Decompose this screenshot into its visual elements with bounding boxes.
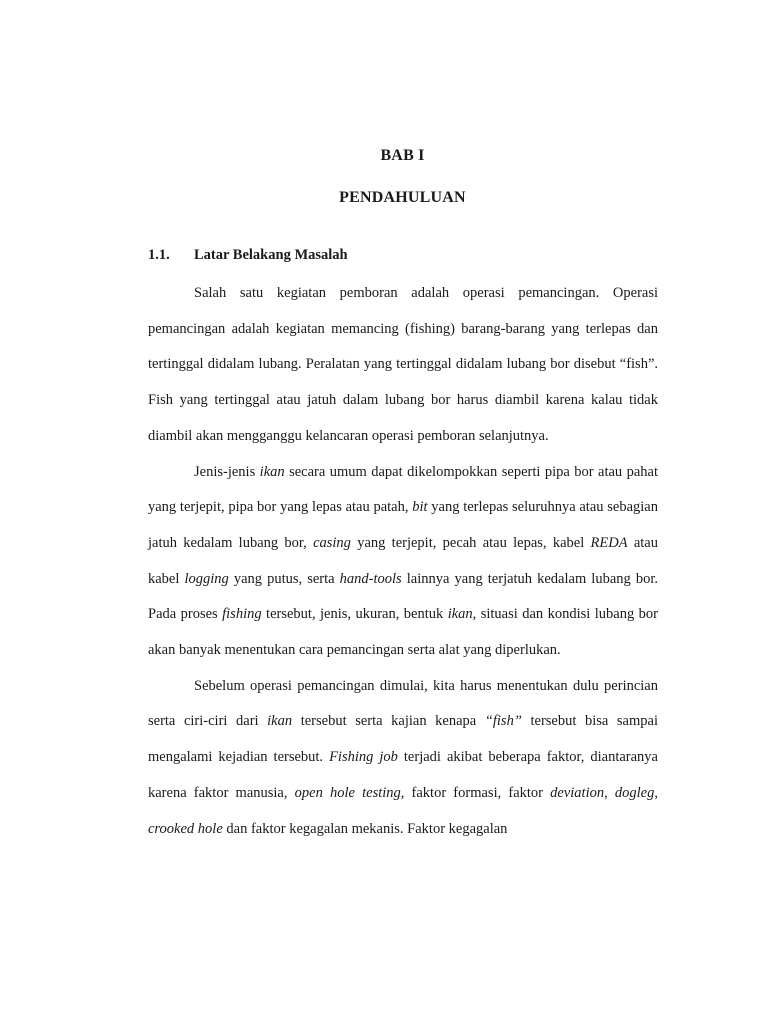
chapter-title: PENDAHULUAN	[339, 189, 466, 206]
italic-term: dogleg	[614, 784, 655, 801]
text-run: tersebut, jenis, ukuran, bentuk	[261, 606, 448, 623]
text-run: lainnya yang terjatuh kedalam lubang bor. Pada proses	[148, 570, 658, 623]
italic-term: REDA	[590, 534, 628, 551]
text-run: , faktor formasi, faktor	[400, 784, 551, 801]
italic-term: Fishing job	[329, 749, 398, 766]
text-run: tersebut serta kajian kenapa	[292, 713, 485, 730]
paragraph	[148, 455, 658, 669]
italic-term: open hole testing	[294, 784, 401, 801]
italic-term: “fish”	[484, 713, 522, 730]
italic-term: bit	[412, 499, 428, 516]
italic-term: ikan	[267, 713, 293, 730]
italic-term: casing	[313, 534, 351, 551]
chapter-label: BAB I	[380, 147, 425, 164]
text-run: tersebut bisa sampai mengalami kejadian tersebut.	[148, 713, 658, 766]
text-run: Jenis-jenis	[194, 463, 260, 480]
text-run: terjadi akibat beberapa faktor, diantaranya karena faktor manusia,	[148, 749, 658, 801]
italic-term: hand-tools	[339, 570, 402, 587]
text-run: Sebelum operasi pemancingan dimulai, kita harus menentukan dulu perincian serta ciri-ciri dari	[148, 677, 658, 730]
section-heading	[148, 247, 348, 264]
text-run: ,	[604, 784, 615, 801]
text-run: ,	[654, 784, 658, 801]
italic-term: ikan	[259, 463, 285, 480]
text-run: yang putus, serta	[228, 570, 340, 587]
italic-term: crooked hole	[148, 820, 223, 837]
body-text	[148, 276, 658, 847]
text-run: secara umum dapat dikelompokkan seperti pipa bor atau pahat yang terjepit, pipa bor yang lepas atau patah,	[148, 463, 659, 516]
text-run: Salah satu kegiatan pemboran adalah operasi pemancingan. Operasi pemancingan adalah kegiatan memancing (fishing) barang-barang yang terlepas dan tertinggal didalam lubang. Peralatan yang tertinggal didalam lubang bor disebut “fish”. Fish yang tertinggal atau jatuh dalam lubang bor harus diambil karena kalau tidak diambil akan mengganggu kelancaran operasi pemboran selanjutnya.	[148, 285, 658, 444]
text-run: atau kabel	[148, 534, 658, 587]
italic-term: fishing	[222, 606, 262, 623]
text-run: yang terjepit, pecah atau lepas, kabel	[350, 534, 591, 551]
text-run: dan faktor kegagalan mekanis. Faktor kegagalan	[222, 820, 508, 837]
italic-term: ikan	[447, 606, 473, 623]
text-run: yang terlepas seluruhnya atau sebagian jatuh kedalam lubang bor,	[148, 499, 658, 551]
paragraph	[148, 276, 658, 455]
section-title: Latar Belakang Masalah	[194, 247, 348, 263]
text-run: , situasi dan kondisi lubang bor akan banyak menentukan cara pemancingan serta alat yang diperlukan.	[148, 606, 658, 659]
italic-term: deviation	[550, 784, 605, 801]
section-number: 1.1.	[148, 247, 170, 263]
italic-term: logging	[184, 570, 229, 587]
paragraph	[148, 669, 658, 848]
